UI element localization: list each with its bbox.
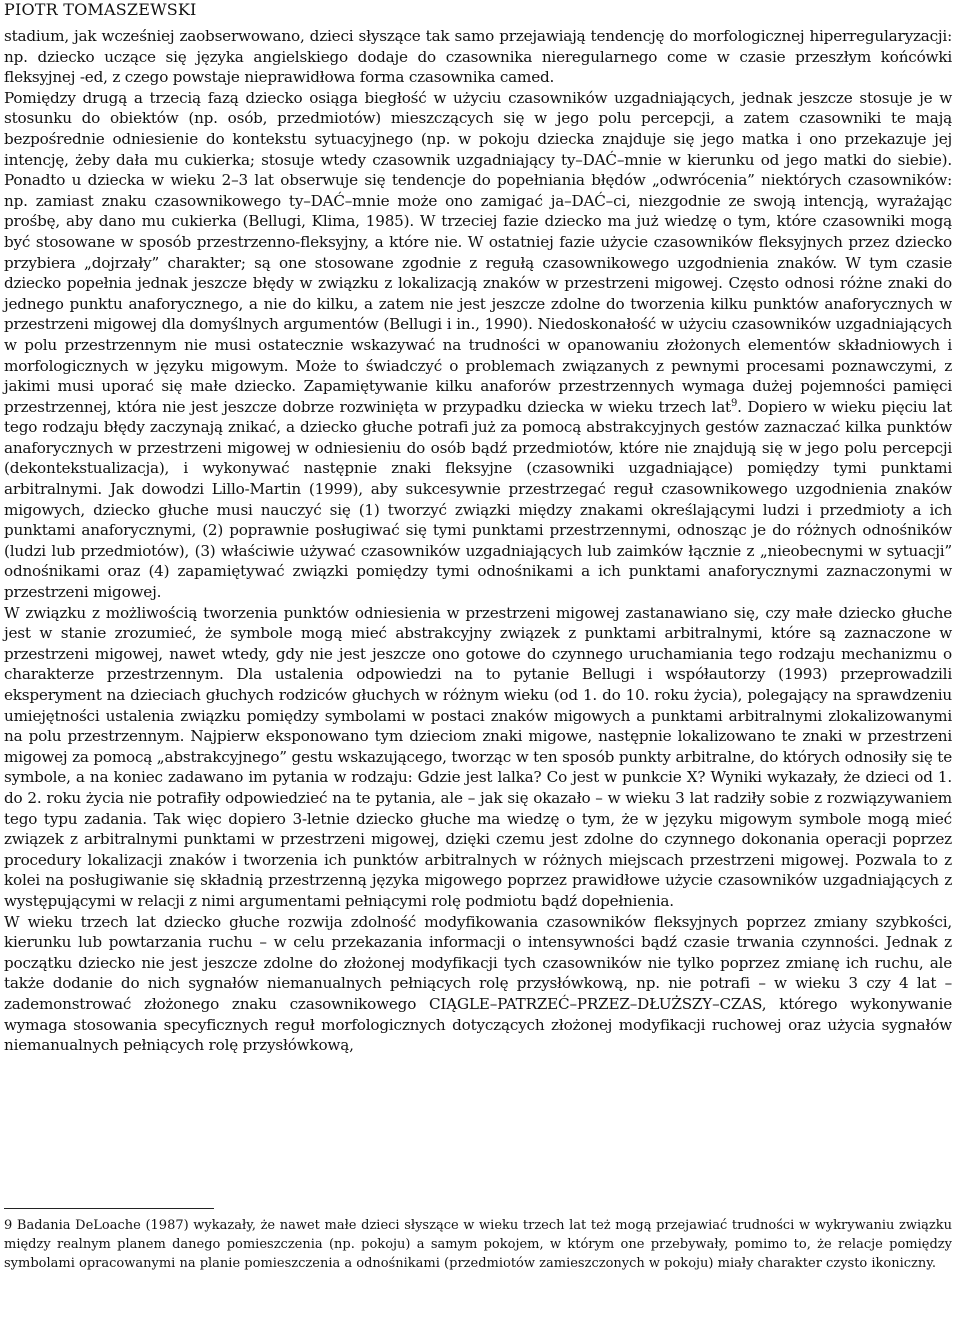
- footnote-9: 9 Badania DeLoache (1987) wykazały, że nawet małe dzieci słyszące w wieku trzech lat też mogą przejawiać trudności w wykrywaniu związku między realnym planem danego pomieszczenia (np. pokoju) a samym pokojem, w którym one przebywały, pomimo to, że relacje pomiędzy symbolami opracowanymi na planie pomieszczenia a odnośnikami (przedmiotów zamieszczonych w pokoju) miały charakter czysto ikoniczny.: [4, 1218, 952, 1272]
- paragraph-2: [4, 88, 952, 603]
- document-page: [4, 0, 952, 1272]
- body-text: [4, 26, 952, 1056]
- footnote-separator: [4, 1208, 214, 1209]
- footnote: [4, 1216, 952, 1274]
- paragraph-2-text: Pomiędzy drugą a trzecią fazą dziecko osiąga biegłość w użyciu czasowników uzgadniających, jednak jeszcze stosuje je w stosunku do obiektów (np. osób, przedmiotów) mieszczących się w jego polu percepcji, a zatem czasowniki te mają bezpośrednie odniesienie do kontekstu sytuacyjnego (np. w pokoju dziecka znajduje się jego matka i ono przekazuje jej intencję, żeby dała mu cukierka; stosuje wtedy czasownik uzgadniający ty–DAĆ–mnie w kierunku od jego matki do siebie). Ponadto u dziecka w wieku 2–3 lat obserwuje się tendencje do popełniania błędów „odwrócenia” niektórych czasowników: np. zamiast znaku czasownikowego ty–DAĆ–mnie może ono zamigać ja–DAĆ–ci, niezgodnie ze swoją intencją, wyrażając prośbę, aby dano mu cukierka (Bellugi, Klima, 1985). W trzeciej fazie dziecko ma już wiedzę o tym, które czasowniki mogą być stosowane w sposób przestrzenno-fleksyjny, a które nie. W ostatniej fazie użycie czasowników fleksyjnych przez dziecko przybiera „dojrzały” charakter; są one stosowane zgodnie z regułą czasownikowego uzgodnienia znaków. W tym czasie dziecko popełnia jednak jeszcze błędy w związku z lokalizacją znaków w przestrzeni migowej. Często odnosi różne znaki do jednego punktu anaforycznego, a nie do kilku, a zatem nie jest jeszcze zdolne do tworzenia kilku punktów anaforycznych w przestrzeni migowej dla domyślnych argumentów (Bellugi i in., 1990). Niedoskonałość w użyciu czasowników uzgadniających w polu przestrzennym nie musi ostatecznie wskazywać na trudności w opanowaniu złożonych elementów składniowych i morfologicznych w języku migowym. Może to świadczyć o problemach związanych z pewnymi procesami poznawczymi, z jakimi musi uporać się małe dziecko. Zapamiętywanie kilku anaforów przestrzennych wymaga dużej pojemności pamięci przestrzennej, która nie jest jeszcze dobrze rozwinięta w przypadku dziecka w wieku trzech lat: [4, 88, 952, 416]
- footnote-reference: 9: [730, 397, 738, 409]
- paragraph-2-continued: . Dopiero w wieku pięciu lat tego rodzaju błędy zaczynają znikać, a dziecko głuche potrafi już za pomocą abstrakcyjnych gestów zaznaczać kilka punktów anaforycznych w przestrzeni migowej w odniesieniu do osób bądź przedmiotów, które nie znajdują się w jego polu percepcji (dekontekstualizacja), i wykonywać następnie znaki fleksyjne (czasowniki uzgadniające) pomiędzy tymi punktami arbitralnymi. Jak dowodzi Lillo-Martin (1999), aby sukcesywnie przestrzegać reguł czasownikowego uzgodnienia znaków migowych, dziecko głuche musi nauczyć się (1) tworzyć związki między znakami określającymi ludzi i przedmioty a ich punktami anaforycznymi, (2) poprawnie posługiwać się tymi punktami przestrzennymi, odnosząc je do różnych odnośników (ludzi lub przedmiotów), (3) właściwie używać czasowników uzgadniających lub zaimków łącznie z „nieobecnymi w sytuacji” odnośnikami oraz (4) zapamiętywać związki pomiędzy tymi odnośnikami a ich punktami anaforycznymi zaznaczonymi w przestrzeni migowej.: [4, 397, 952, 602]
- paragraph-3: W związku z możliwością tworzenia punktów odniesienia w przestrzeni migowej zastanawiano się, czy małe dziecko głuche jest w stanie zrozumieć, że symbole mogą mieć abstrakcyjny związek z punktami arbitralnymi, które są zaznaczone w przestrzeni migowej, nawet wtedy, gdy nie jest jeszcze ono gotowe do czynnego uruchamiania tego rodzaju mechanizmu o charakterze przestrzennym. Dla ustalenia odpowiedzi na to pytanie Bellugi i współautorzy (1993) przeprowadzili eksperyment na dzieciach głuchych rodziców głuchych w różnym wieku (od 1. do 10. roku życia), polegający na sprawdzeniu umiejętności ustalenia związku pomiędzy symbolami w postaci znaków migowych a punktami arbitralnymi zlokalizowanymi na polu przestrzennym. Najpierw eksponowano tym dzieciom znaki migowe, następnie lokalizowano te znaki w przestrzeni migowej za pomocą „abstrakcyjnego” gestu wskazującego, tworząc w ten sposób punkty arbitralne, do których odnosiły się te symbole, a na koniec zadawano im pytania w rodzaju: Gdzie jest lalka? Co jest w punkcie X? Wyniki wykazały, że dzieci od 1. do 2. roku życia nie potrafiły odpowiedzieć na te pytania, ale – jak się okazało – w wieku 3 lat radziły sobie z rozwiązywaniem tego typu zadania. Tak więc dopiero 3-letnie dziecko głuche ma wiedzę o tym, że w języku migowym symbole mogą mieć związek z arbitralnymi punktami w przestrzeni migowej, dzięki czemu jest zdolne do czynnego dokonania operacji poprzez procedury lokalizacji znaków i tworzenia ich punktów arbitralnych w różnych miejscach przestrzeni migowej. Pozwala to z kolei na posługiwanie się składnią przestrzenną języka migowego poprzez prawidłowe użycie czasowników uzgadniających z występującymi w relacji z nimi argumentami pełniącymi rolę podmiotu bądź dopełnienia.: [4, 603, 952, 910]
- running-head-author: PIOTR TOMASZEWSKI: [4, 0, 197, 19]
- paragraph-1: stadium, jak wcześniej zaobserwowano, dzieci słyszące tak samo przejawiają tendencję do morfologicznej hiperregularyzacji: np. dziecko uczące się języka angielskiego dodaje do czasownika nieregularnego come w czasie przeszłym końcówki fleksyjnej -ed, z czego powstaje nieprawidłowa forma czasownika camed.: [4, 27, 952, 87]
- paragraph-4: W wieku trzech lat dziecko głuche rozwija zdolność modyfikowania czasowników fleksyjnych poprzez zmiany szybkości, kierunku lub powtarzania ruchu – w celu przekazania informacji o intensywności bądź czasie trwania czynności. Jednak z początku dziecko nie jest jeszcze zdolne do złożonej modyfikacji tych czasowników nie tylko poprzez zmianę ich ruchu, ale także dodanie do nich sygnałów niemanualnych pełniących rolę przysłówkową, np. nie potrafi – w wieku 3 czy 4 lat – zademonstrować złożonego znaku czasownikowego CIĄGLE–PATRZEĆ–PRZEZ–DŁUŻSZY–CZAS, którego wykonywanie wymaga stosowania specyficznych reguł morfologicznych dotyczących złożonej modyfikacji ruchowej oraz użycia sygnałów niemanualnych pełniących rolę przysłówkową,: [4, 912, 952, 1055]
